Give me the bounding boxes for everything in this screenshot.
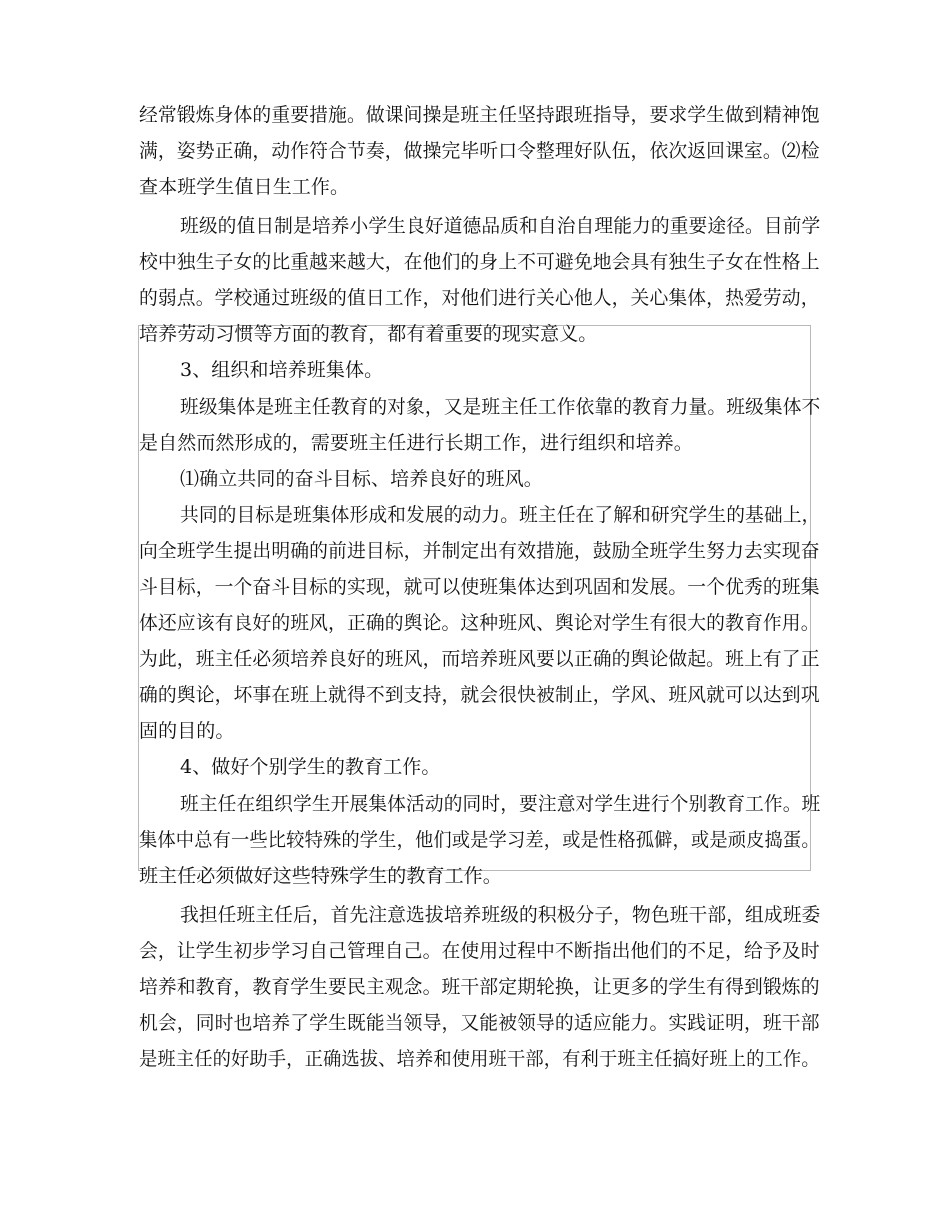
- text-line: 确的舆论，坏事在班上就得不到支持，就会很快被制止，学风、班风就可以达到巩: [139, 684, 820, 706]
- text-line: 体还应该有良好的班风，正确的舆论。这种班风、舆论对学生有很大的教育作用。: [139, 612, 820, 634]
- text-line: 班级集体是班主任教育的对象，又是班主任工作依靠的教育力量。班级集体不: [180, 396, 821, 418]
- text-line: 机会，同时也培养了学生既能当领导，又能被领导的适应能力。实践证明，班干部: [139, 1012, 820, 1034]
- text-line: 校中独生子女的比重越来越大，在他们的身上不可避免地会具有独生子女在性格上: [139, 251, 820, 273]
- section-heading: 3、组织和培养班集体。: [180, 359, 384, 381]
- section-heading: 4、做好个别学生的教育工作。: [180, 756, 441, 778]
- text-line: 是班主任的好助手，正确选拔、培养和使用班干部，有利于班主任搞好班上的工作。: [139, 1048, 820, 1070]
- text-line: 是自然而然形成的，需要班主任进行长期工作，进行组织和培养。: [139, 432, 693, 454]
- text-line: 满，姿势正确，动作符合节奏，做操完毕听口令整理好队伍，依次返回课室。⑵检: [139, 140, 820, 162]
- text-line: 为此，班主任必须培养良好的班风，而培养班风要以正确的舆论做起。班上有了正: [139, 648, 820, 670]
- text-line: 共同的目标是班集体形成和发展的动力。班主任在了解和研究学生的基础上，: [180, 504, 821, 526]
- text-line: 向全班学生提出明确的前进目标，并制定出有效措施，鼓励全班学生努力去实现奋: [139, 540, 820, 562]
- text-line: 斗目标，一个奋斗目标的实现，就可以使班集体达到巩固和发展。一个优秀的班集: [139, 576, 820, 598]
- text-line: 班主任必须做好这些特殊学生的教育工作。: [139, 865, 502, 887]
- text-line: 的弱点。学校通过班级的值日工作，对他们进行关心他人，关心集体，热爱劳动，: [139, 287, 820, 309]
- text-line: 我担任班主任后，首先注意选拔培养班级的积极分子，物色班干部，组成班委: [180, 904, 821, 926]
- text-line: 培养和教育，教育学生要民主观念。班干部定期轮换，让更多的学生有得到锻炼的: [139, 976, 820, 998]
- subsection-heading: ⑴确立共同的奋斗目标、培养良好的班风。: [180, 468, 543, 490]
- text-line: 经常锻炼身体的重要措施。做课间操是班主任坚持跟班指导，要求学生做到精神饱: [139, 104, 820, 126]
- text-line: 固的目的。: [139, 720, 235, 742]
- text-line: 班主任在组织学生开展集体活动的同时，要注意对学生进行个别教育工作。班: [180, 793, 821, 815]
- text-line: 班级的值日制是培养小学生良好道德品质和自治自理能力的重要途径。目前学: [180, 215, 821, 237]
- text-line: 培养劳动习惯等方面的教育，都有着重要的现实意义。: [139, 323, 598, 345]
- text-line: 会，让学生初步学习自己管理自己。在使用过程中不断指出他们的不足，给予及时: [139, 940, 820, 962]
- text-line: 集体中总有一些比较特殊的学生，他们或是学习差，或是性格孤僻，或是顽皮捣蛋。: [139, 829, 820, 851]
- text-line: 查本班学生值日生工作。: [139, 176, 350, 198]
